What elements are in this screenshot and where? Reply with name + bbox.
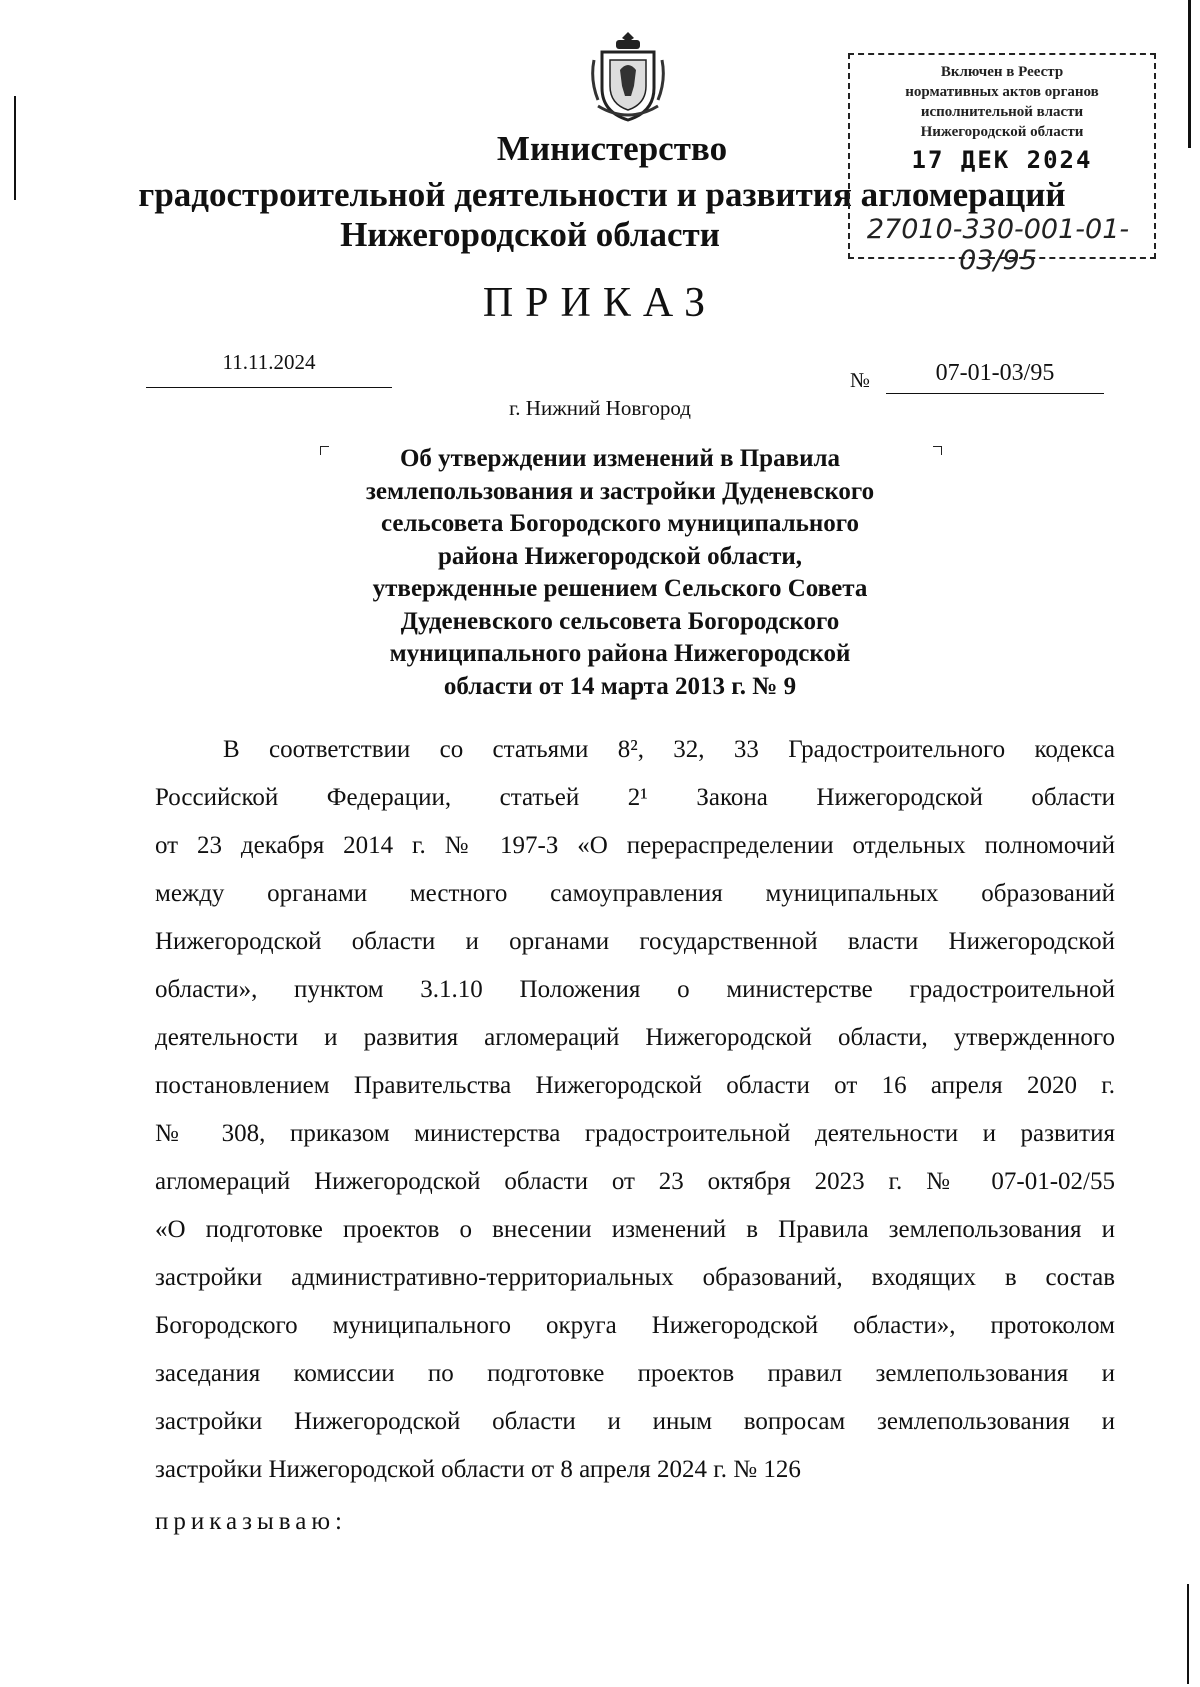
registry-stamp-text [852,62,1152,142]
scan-margin-mark [1187,1584,1189,1684]
document-type: ПРИКАЗ [482,280,718,326]
body-line: застройки Нижегородской области и иным вопросам землепользования и [155,1408,1115,1435]
subject-line: сельсовета Богородского муниципального [380,510,860,537]
body-line: В соответствии со статьями 8², 32, 33 Градостроительного кодекса [223,736,1115,763]
subject-line: Об утверждении изменений в Правила [399,445,841,472]
scan-margin-mark [14,96,16,200]
subject-line: района Нижегородской области, [437,542,803,570]
document-body [155,726,1115,1494]
body-line: застройки административно-территориальных образований, входящих в состав [155,1264,1115,1291]
body-line: деятельности и развития агломераций Нижегородской области, утвержденного [155,1024,1115,1051]
stamp-line-3: исполнительной власти [920,104,1084,120]
document-subject [300,443,940,703]
body-line: «О подготовке проектов о внесении изменений в Правила землепользования и [155,1216,1115,1243]
subject-line: утвержденные решением Сельского Совета [372,575,868,602]
body-line: агломераций Нижегородской области от 23 октября 2023 г. № 07-01-02/55 [155,1168,1115,1195]
document-number: 07-01-03/95 [935,360,1055,386]
ministry-title-line1: Министерство [496,129,728,168]
scan-margin-mark [1188,0,1191,148]
stamp-line-4: Нижегородской области [920,124,1084,140]
subject-line: муниципального района Нижегородской [389,640,851,667]
stamp-line-1: Включен в Реестр [940,64,1064,80]
subject-line: землепользования и застройки Дуденевского [365,477,875,505]
body-line: Богородского муниципального округа Нижегородской области», протоколом [155,1312,1115,1339]
document-city: г. Нижний Новгород [509,396,691,420]
document-date: 11.11.2024 [222,350,316,374]
date-underline [146,387,392,388]
stamp-line-2: нормативных актов органов [905,84,1099,100]
ministry-title-line2: градостроительной деятельности и развития агломераций [138,175,1066,214]
number-sign: № [850,368,871,392]
body-line: заседания комиссии по подготовке проектов правил землепользования и [155,1360,1115,1387]
order-word: приказываю: [155,1508,347,1535]
body-line: № 308, приказом министерства градостроительной деятельности и развития [155,1120,1115,1147]
body-line: застройки Нижегородской области от 8 апреля 2024 г. № 126 [155,1456,801,1483]
ministry-title-line3: Нижегородской области [340,215,720,254]
body-line: Российской Федерации, статьей 2¹ Закона Нижегородской области [155,784,1115,811]
coat-of-arms-icon [588,30,668,122]
stamp-date: 17 ДЕК 2024 [911,146,1093,174]
stamp-registration-number: 27010-330-001-01-03/95 [866,214,1130,276]
body-line: Нижегородской области и органами государственной власти Нижегородской [155,928,1115,955]
body-line: от 23 декабря 2014 г. № 197-З «О перераспределении отдельных полномочий [155,832,1115,859]
body-line: области», пунктом 3.1.10 Положения о министерстве градостроительной [155,976,1115,1003]
number-underline [886,393,1104,394]
subject-line: Дуденевского сельсовета Богородского [400,607,840,635]
body-line: постановлением Правительства Нижегородской области от 16 апреля 2020 г. [155,1072,1115,1099]
body-line: между органами местного самоуправления муниципальных образований [155,880,1115,907]
subject-line: области от 14 марта 2013 г. № 9 [443,672,797,700]
